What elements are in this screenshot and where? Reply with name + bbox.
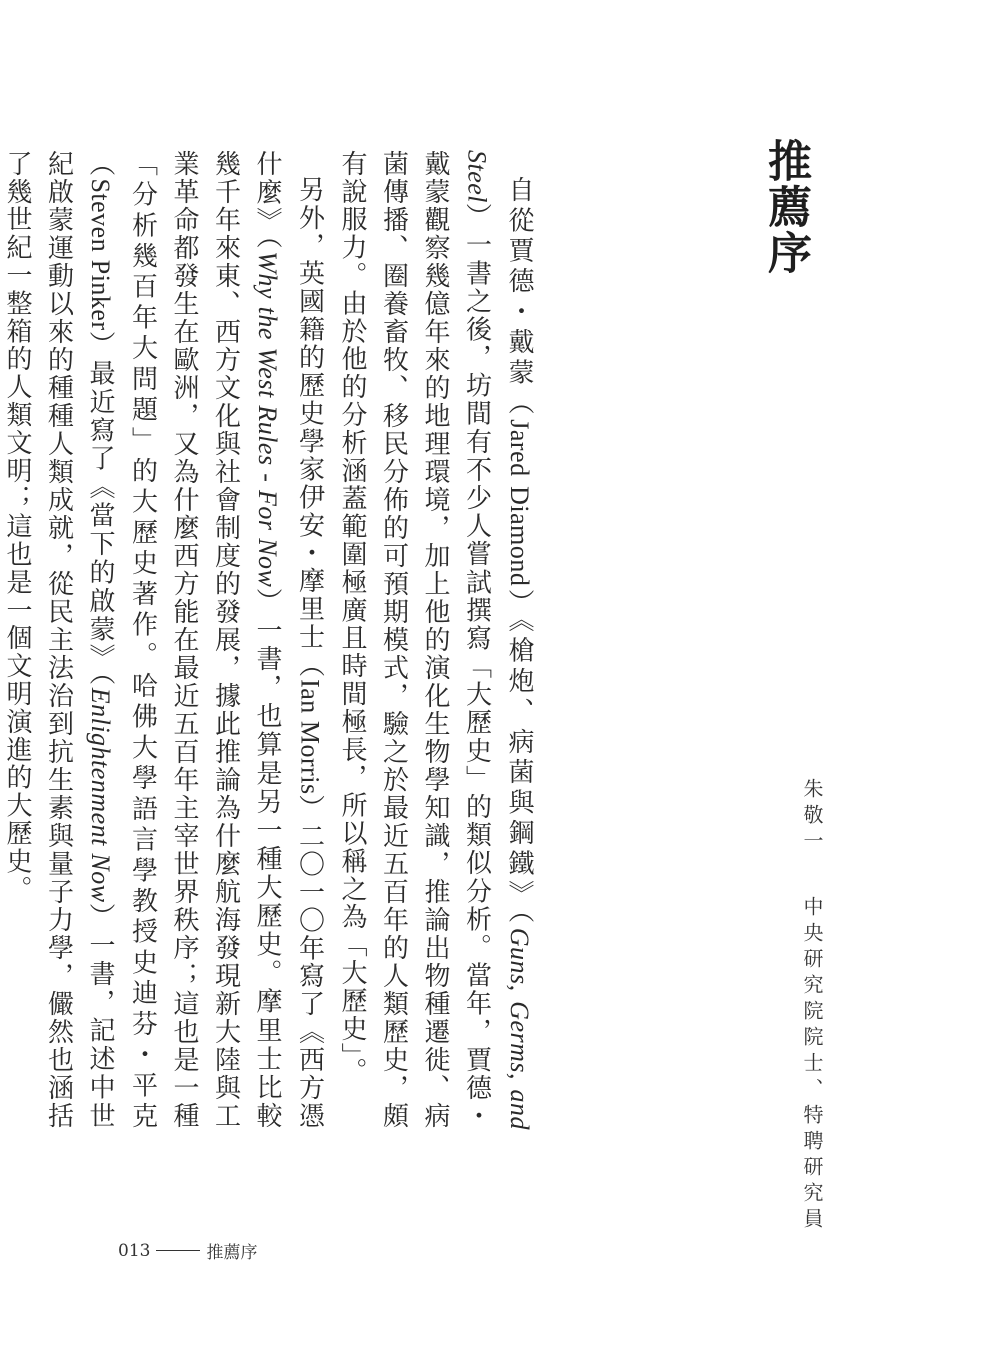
latin-text: Ian Morris <box>295 679 325 795</box>
page-footer <box>118 1238 257 1263</box>
text-segment: 另外，英國籍的歷史學家伊安・摩里士（ <box>294 176 325 680</box>
text-segment: ）一書之後，坊間有不少人嘗試撰寫「大歷史」的類似分析。當年，賈德・戴蒙觀察幾億年來的地理環境，加上他的演化生物學知識，推論出物種遷徙、病菌傳播、圈養畜牧、移民分佈的可預期模式，驗之於最近五百年的人類歷史，頗有說服力。由於他的分析涵蓋範圍極廣且時間極長，所以稱之為「大歷史」。 <box>337 150 492 1130</box>
latin-text: Enlightenment Now <box>86 687 115 903</box>
latin-text: Guns, Germs, and Steel <box>462 150 534 1130</box>
text-segment: ）一書，記述中世紀啟蒙運動以來的種種人類成就，從民主法治到抗生素與量子力學，儼然也涵括了幾世紀一整箱的人類文明；這也是一個文明演進的大歷史。 <box>2 150 115 1131</box>
footer-rule <box>156 1250 200 1251</box>
page-title: 推薦序 <box>760 138 811 276</box>
text-segment: ）一書，也算是另一種大歷史。摩里士比較幾千年來東、西方文化與社會制度的發展，據此推論為什麼航海發現新大陸與工業革命都發生在歐洲，又為什麼西方能在最近五百年主宰世界秩序；這也是一種「分析幾百年大問題」的大歷史著作。哈佛大學語言學教授史迪芬・平克（ <box>85 150 282 1130</box>
paragraph <box>331 150 541 1130</box>
text-segment: 自從賈德・戴蒙（ <box>504 176 534 420</box>
author-affiliation: 中央研究院院士、特聘研究員 <box>800 896 824 1234</box>
text-segment: ）二〇一〇年寫了《西方憑什麼》（ <box>252 150 325 1130</box>
paragraph <box>0 150 331 1130</box>
running-header: 推薦序 <box>206 1243 258 1263</box>
latin-text: Steven Pinker <box>86 178 115 331</box>
text-segment: ）最近寫了《當下的啟蒙》（ <box>85 330 115 688</box>
latin-text: Why the West Rules - For Now <box>253 251 282 588</box>
body-text <box>2 150 540 1131</box>
latin-text: Jared Diamond <box>505 419 534 587</box>
text-segment: ）《槍炮、病菌與鋼鐵》（ <box>504 586 534 928</box>
author-byline <box>798 778 826 1234</box>
page-number: 013 <box>118 1240 151 1261</box>
author-name: 朱敬一 <box>800 778 824 856</box>
